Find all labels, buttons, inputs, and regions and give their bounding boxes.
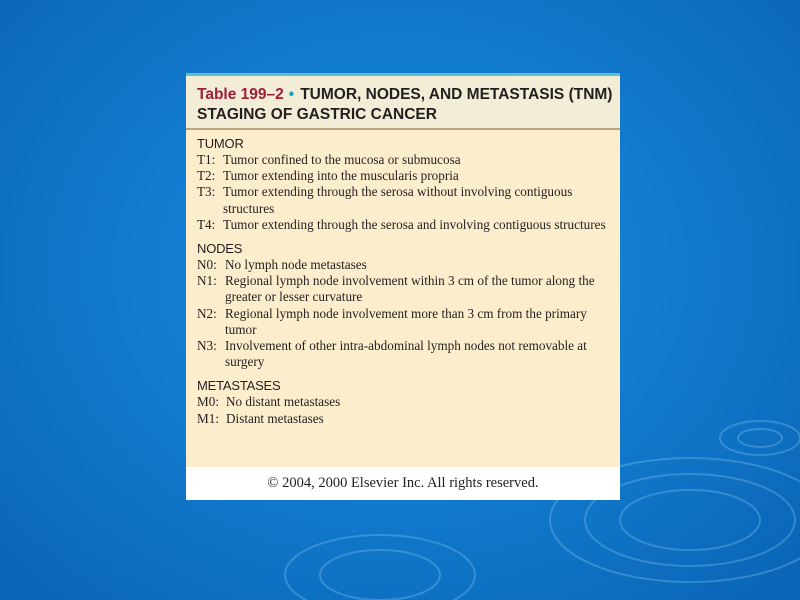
- table-number-label: Table 199–2: [197, 86, 284, 103]
- table-title-text-1: TUMOR, NODES, AND METASTASIS (TNM): [300, 86, 613, 103]
- stage-description: Tumor extending through the serosa without involving contiguous structures: [223, 184, 573, 216]
- stage-code: T2:: [197, 168, 216, 184]
- stage-code: N0:: [197, 257, 217, 273]
- stage-description: No lymph node metastases: [225, 257, 367, 273]
- stage-description: Distant metastases: [226, 410, 324, 426]
- stage-code: T1:: [197, 152, 216, 167]
- section-nodes: [197, 241, 620, 370]
- tnm-staging-table: [186, 73, 620, 500]
- stage-code: M1:: [197, 410, 219, 426]
- staging-row: [197, 338, 620, 370]
- section-heading: TUMOR: [197, 136, 244, 151]
- stage-description: No distant metastases: [226, 394, 341, 410]
- stage-code: N2:: [197, 305, 217, 321]
- staging-row: [197, 394, 620, 410]
- table-body: [186, 130, 620, 427]
- stage-code: M0:: [197, 394, 219, 410]
- stage-description: Tumor extending through the serosa and involving contiguous structures: [223, 216, 606, 232]
- stage-description: Tumor confined to the mucosa or submucosa: [223, 152, 461, 167]
- stage-description: Involvement of other intra-abdominal lymph nodes not removable at surgery: [225, 338, 587, 370]
- staging-row: [197, 306, 620, 338]
- staging-row: [197, 411, 620, 427]
- staging-row: [197, 273, 620, 305]
- copyright-notice: © 2004, 2000 Elsevier Inc. All rights reserved.: [186, 467, 620, 500]
- stage-code: N1:: [197, 273, 217, 289]
- staging-row: [197, 168, 620, 184]
- table-title-line-2: STAGING OF GASTRIC CANCER: [197, 106, 437, 123]
- section-heading: METASTASES: [197, 378, 281, 394]
- section-heading: NODES: [197, 241, 243, 257]
- table-title-line-1: [197, 85, 620, 105]
- stage-description: Regional lymph node involvement within 3 cm of the tumor along the greater or lesser curvature: [225, 273, 595, 305]
- staging-row: [197, 152, 620, 168]
- stage-code: T3:: [197, 184, 216, 200]
- staging-row: [197, 257, 620, 273]
- bullet-icon: •: [288, 86, 295, 103]
- staging-row: [197, 217, 620, 233]
- staging-row: [197, 184, 620, 216]
- stage-code: T4:: [197, 216, 216, 232]
- table-header: [186, 73, 620, 128]
- section-tumor: [197, 136, 620, 233]
- stage-description: Regional lymph node involvement more than 3 cm from the primary tumor: [225, 305, 587, 337]
- stage-code: N3:: [197, 338, 217, 354]
- stage-description: Tumor extending into the muscularis propria: [223, 168, 459, 184]
- section-metastases: [197, 378, 620, 426]
